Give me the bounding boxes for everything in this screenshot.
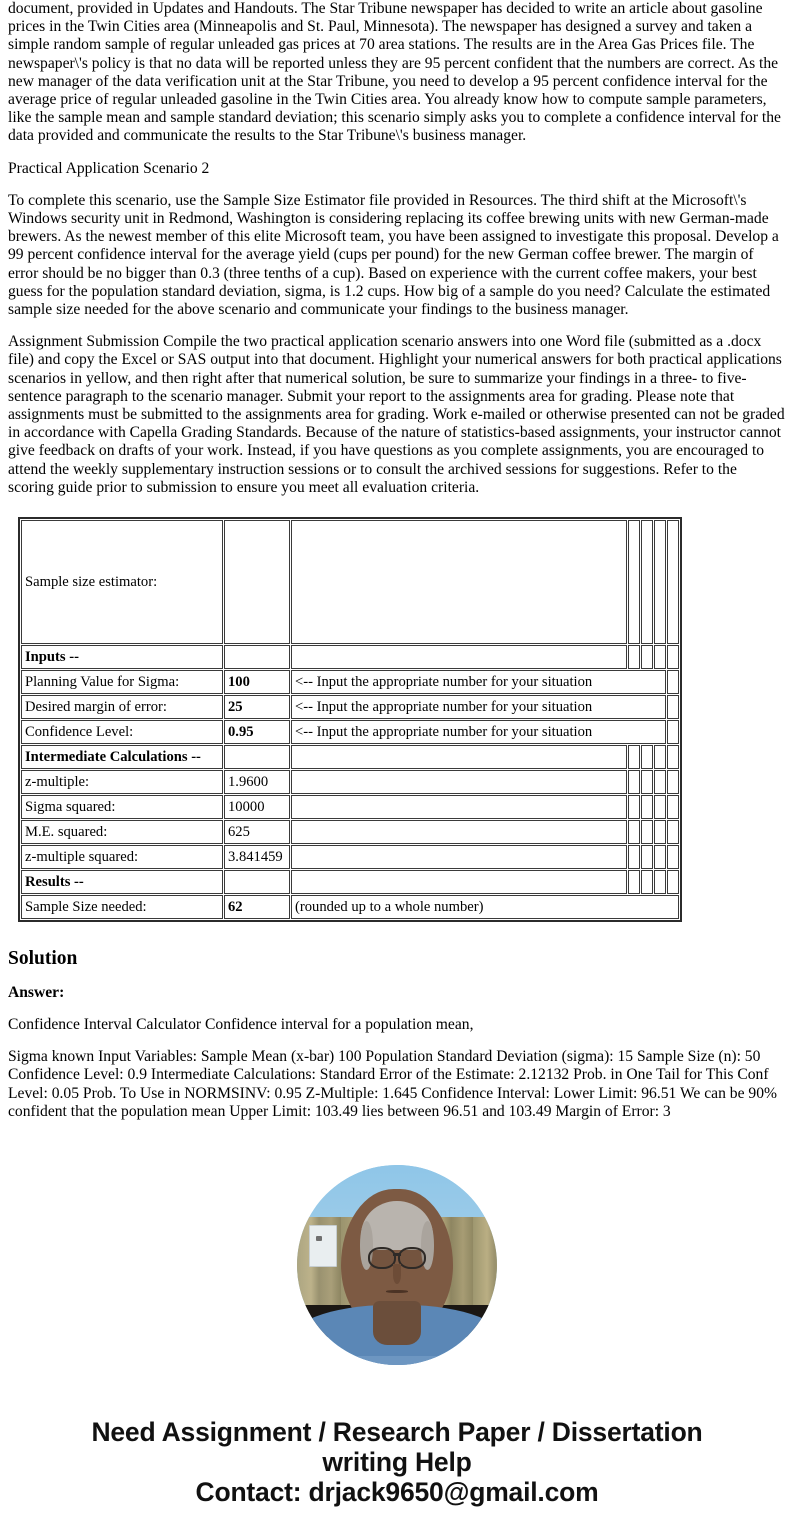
promo-line-1: Need Assignment / Research Paper / Dissertation <box>91 1417 703 1448</box>
cell-value-confidence-level[interactable]: 0.95 <box>224 720 290 744</box>
cell-spacer-c <box>654 795 666 819</box>
cell-spacer-a <box>628 645 640 669</box>
glasses-icon <box>368 1247 426 1266</box>
cell-value-margin-of-error[interactable]: 25 <box>224 695 290 719</box>
cell-note-confidence-level: <-- Input the appropriate number for your situation <box>291 720 666 744</box>
cell-value-planning-value[interactable]: 100 <box>224 670 290 694</box>
cell-value-sigma-squared: 10000 <box>224 795 290 819</box>
cell-spacer-a <box>628 870 640 894</box>
cell-spacer-a <box>628 770 640 794</box>
avatar-lens-right <box>398 1247 426 1270</box>
cell-spacer-d <box>667 520 679 644</box>
cell-title-value <box>224 520 290 644</box>
cell-label-margin-of-error: Desired margin of error: <box>21 695 223 719</box>
cell-spacer-d <box>667 720 679 744</box>
avatar-mouth <box>386 1290 408 1293</box>
sample-size-estimator-table <box>18 517 682 922</box>
paragraph-scenario-2-body: To complete this scenario, use the Sample Size Estimator file provided in Resources. The third shift at the Microsoft\'s Windows security unit in Redmond, Washington is considering replacing its coffee brewing units with new German-made brewers. As the newest member of this elite Microsoft team, you have been assigned to investigate this proposal. Develop a 99 percent confidence interval for the average yield (cups per pound) for the new German coffee brewer. The margin of error should be no bigger than 0.3 (three tenths of a cup). Based on experience with the current coffee makers, your best guess for the population standard deviation, sigma, is 1.2 cups. How big of a sample do you need? Calculate the estimated sample size needed for the above scenario and communicate your findings to the business manager. <box>8 191 779 319</box>
cell-spacer-d <box>667 695 679 719</box>
table-row-me-squared <box>21 820 679 844</box>
cell-spacer-b <box>641 770 653 794</box>
cell-label-confidence-level: Confidence Level: <box>21 720 223 744</box>
cell-spacer-c <box>654 520 666 644</box>
cell-spacer-c <box>654 770 666 794</box>
cell-note-z-multiple <box>291 770 627 794</box>
cell-title-note <box>291 520 627 644</box>
paragraph-scenario-1: document, provided in Updates and Handouts. The Star Tribune newspaper has decided to write an article about gasoline prices in the Twin Cities area (Minneapolis and St. Paul, Minnesota). The newspaper has designed a survey and taken a simple random sample of regular unleaded gas prices at 70 area stations. The results are in the Area Gas Prices file. The newspaper\'s policy is that no data will be reported unless they are 95 percent confident that the numbers are correct. As the new manager of the data verification unit at the Star Tribune, you need to develop a 95 percent confidence interval for the average price of regular unleaded gasoline in the Twin Cities area. You already know how to compute sample parameters, like the sample mean and sample standard deviation; this scenario simply asks you to complete a confidence interval for the data provided and communicate the results to the Star Tribune\'s business manager. <box>8 0 781 145</box>
cell-spacer-a <box>628 820 640 844</box>
cell-spacer-d <box>667 745 679 769</box>
promo-block <box>8 1417 786 1507</box>
cell-value-me-squared: 625 <box>224 820 290 844</box>
cell-label-sample-size-needed: Sample Size needed: <box>21 895 223 919</box>
cell-intermediate-note <box>291 745 627 769</box>
cell-label-me-squared: M.E. squared: <box>21 820 223 844</box>
cell-spacer-d <box>667 670 679 694</box>
avatar-neck <box>373 1301 421 1345</box>
cell-note-me-squared <box>291 820 627 844</box>
cell-spacer-b <box>641 520 653 644</box>
cell-spacer-d <box>667 795 679 819</box>
cell-spacer-b <box>641 845 653 869</box>
cell-inputs-note <box>291 645 627 669</box>
table-row-z-multiple-squared <box>21 845 679 869</box>
table-row-margin-of-error <box>21 695 679 719</box>
table-row-sigma-squared <box>21 795 679 819</box>
avatar-collar-right <box>389 1356 462 1366</box>
table-row-z-multiple <box>21 770 679 794</box>
table-row-section-intermediate <box>21 745 679 769</box>
cell-section-results: Results -- <box>21 870 223 894</box>
table-row-section-inputs <box>21 645 679 669</box>
avatar-nose <box>393 1264 402 1284</box>
page-title-solution: Solution <box>8 948 78 970</box>
paragraph-confidence-interval-calculator: Confidence Interval Calculator Confidence interval for a population mean, <box>8 1016 474 1034</box>
cell-label-z-multiple-squared: z-multiple squared: <box>21 845 223 869</box>
cell-inputs-value <box>224 645 290 669</box>
avatar-background-light-switch <box>309 1225 337 1267</box>
table-row-section-results <box>21 870 679 894</box>
cell-value-z-multiple-squared: 3.841459 <box>224 845 290 869</box>
cell-note-sample-size-needed: (rounded up to a whole number) <box>291 895 679 919</box>
cell-note-planning-value: <-- Input the appropriate number for your situation <box>291 670 666 694</box>
paragraph-assignment-submission: Assignment Submission Compile the two practical application scenario answers into one Word file (submitted as a .docx file) and copy the Excel or SAS output into that document. Highlight your numerical answers for both practical applications scenarios in yellow, and then right after that numerical solution, be sure to summarize your findings in a three- to five-sentence paragraph to the scenario manager. Submit your report to the assignments area for grading. Please note that assignments must be submitted to the assignments area for grading. Work e-mailed or otherwise presented can not be graded in accordance with Capella Grading Standards. Because of the nature of statistics-based assignments, your instructor cannot give feedback on drafts of your work. Instead, if you have questions as you complete assignments, you are encouraged to attend the weekly supplementary instruction sessions or to consult the archived sessions for suggestions. Refer to the scoring guide prior to submission to ensure you meet all evaluation criteria. <box>8 333 785 496</box>
cell-spacer-c <box>654 845 666 869</box>
cell-note-margin-of-error: <-- Input the appropriate number for your situation <box>291 695 666 719</box>
sample-size-estimator-table-wrapper <box>10 511 786 922</box>
cell-spacer-d <box>667 645 679 669</box>
promo-line-2: writing Help <box>322 1447 472 1478</box>
cell-spacer-d <box>667 770 679 794</box>
cell-spacer-b <box>641 870 653 894</box>
avatar-block <box>8 1165 786 1365</box>
table-row-sample-size-needed <box>21 895 679 919</box>
cell-spacer-d <box>667 820 679 844</box>
cell-spacer-c <box>654 645 666 669</box>
cell-label-z-multiple: z-multiple: <box>21 770 223 794</box>
answer-heading: Answer: <box>8 984 65 1002</box>
cell-value-sample-size-needed: 62 <box>224 895 290 919</box>
paragraph-scenario-2-heading: Practical Application Scenario 2 <box>8 159 210 177</box>
cell-intermediate-value <box>224 745 290 769</box>
cell-spacer-b <box>641 820 653 844</box>
cell-spacer-c <box>654 745 666 769</box>
table-row-planning-value <box>21 670 679 694</box>
cell-spacer-c <box>654 820 666 844</box>
cell-results-value <box>224 870 290 894</box>
cell-spacer-b <box>641 645 653 669</box>
cell-section-intermediate: Intermediate Calculations -- <box>21 745 223 769</box>
promo-contact-email: Contact: drjack9650@gmail.com <box>195 1477 599 1508</box>
cell-value-z-multiple: 1.9600 <box>224 770 290 794</box>
cell-note-z-multiple-squared <box>291 845 627 869</box>
cell-spacer-c <box>654 870 666 894</box>
cell-title-label: Sample size estimator: <box>21 520 223 644</box>
cell-spacer-a <box>628 845 640 869</box>
cell-results-note <box>291 870 627 894</box>
avatar <box>297 1165 497 1365</box>
paragraph-confidence-interval-values: Sigma known Input Variables: Sample Mean (x-bar) 100 Population Standard Deviation (sigma): 15 Sample Size (n): 50 Confidence Level: 0.9 Intermediate Calculations: Standard Error of the Estimate: 2.12132 Prob. in One Tail for This Conf Level: 0.05 Prob. To Use in NORMSINV: 0.95 Z-Multiple: 1.645 Confidence Interval: Lower Limit: 96.51 We can be 90% confident that the population mean Upper Limit: 103.49 lies between 96.51 and 103.49 Margin of Error: 3 <box>8 1048 777 1120</box>
cell-spacer-a <box>628 745 640 769</box>
cell-label-sigma-squared: Sigma squared: <box>21 795 223 819</box>
cell-spacer-d <box>667 870 679 894</box>
cell-spacer-b <box>641 745 653 769</box>
cell-section-inputs: Inputs -- <box>21 645 223 669</box>
cell-spacer-b <box>641 795 653 819</box>
table-row-confidence-level <box>21 720 679 744</box>
table-row-title <box>21 520 679 644</box>
cell-spacer-a <box>628 520 640 644</box>
cell-spacer-a <box>628 795 640 819</box>
cell-spacer-d <box>667 845 679 869</box>
cell-note-sigma-squared <box>291 795 627 819</box>
avatar-glasses-bridge <box>393 1253 401 1255</box>
cell-label-planning-value: Planning Value for Sigma: <box>21 670 223 694</box>
